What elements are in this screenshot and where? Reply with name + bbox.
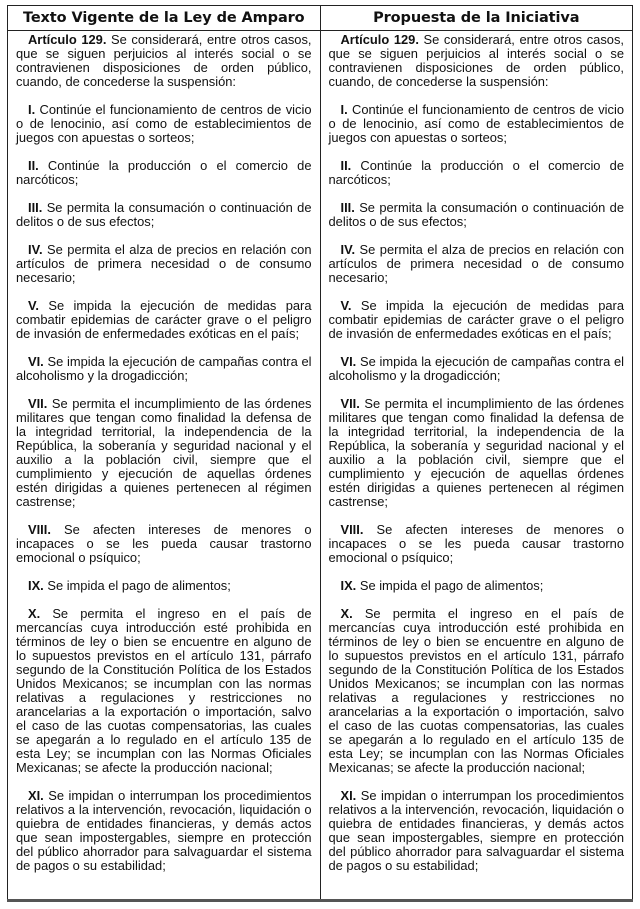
fraction-number: VI. — [28, 354, 44, 369]
article-intro-text: Se considerará, entre otros casos, que se siguen perjuicios al interés social o se contravienen disposiciones de orden público, cuando, de concederse la suspensión: — [328, 32, 624, 89]
fraction-list — [329, 103, 625, 873]
header-current-law: Texto Vigente de la Ley de Amparo — [8, 6, 321, 31]
fraction-paragraph — [329, 579, 625, 593]
fraction-paragraph — [329, 523, 625, 565]
fraction-number: X. — [28, 606, 41, 621]
fraction-number: II. — [28, 158, 39, 173]
fraction-paragraph — [16, 579, 312, 593]
fraction-number: V. — [340, 298, 352, 313]
fraction-text: Se permita el ingreso en el país de mercancías cuya introducción esté prohibida en términos de ley o bien se encuentre en alguno de lo supuestos previstos en el artículo 131, párrafo segundo de la Constitución Política de los Estados Unidos Mexicanos; se incumplan con las normas relativas a regulaciones y restricciones no arancelarias a la exportación o importación, salvo el caso de las cuotas compensatorias, las cuales se apegarán a lo regulado en el artículo 135 de esta Ley; se incumplan con las Normas Oficiales Mexicanas; se afecte la producción nacional; — [328, 606, 624, 775]
header-proposal: Propuesta de la Iniciativa — [320, 6, 633, 31]
header-row — [8, 6, 633, 31]
fraction-text: Se permita el alza de precios en relación con artículos de primera necesidad o de consumo necesario; — [16, 242, 312, 285]
fraction-paragraph — [329, 607, 625, 775]
fraction-text: Se permita el ingreso en el país de mercancías cuya introducción esté prohibida en términos de ley o bien se encuentre en alguno de lo supuestos previstos en el artículo 131, párrafo segundo de la Constitución Política de los Estados Unidos Mexicanos; se incumplan con las normas relativas a regulaciones y restricciones no arancelarias a la exportación o importación, salvo el caso de las cuotas compensatorias, las cuales se apegarán a lo regulado en el artículo 135 de esta Ley; se incumplan con las Normas Oficiales Mexicanas; se afecte la producción nacional; — [16, 606, 312, 775]
fraction-number: I. — [28, 102, 36, 117]
column-proposal — [320, 31, 633, 901]
document-page — [7, 5, 633, 902]
fraction-number: I. — [340, 102, 348, 117]
article-label: Artículo 129. — [340, 32, 419, 47]
fraction-list — [16, 103, 312, 873]
fraction-paragraph — [329, 103, 625, 145]
fraction-text: Se impida la ejecución de medidas para combatir epidemias de carácter grave o el peligro de invasión de enfermedades exóticas en el país; — [16, 298, 312, 341]
fraction-text: Se permita el incumplimiento de las órdenes militares que tengan como finalidad la defensa de la integridad territorial, la independencia de la República, la soberanía y seguridad nacional y el auxilio a la población civil, siempre que el cumplimiento y ejecución de aquellas órdenes estén dirigidas a quienes pertenecen al régimen castrense; — [328, 396, 624, 509]
fraction-number: II. — [340, 158, 352, 173]
fraction-number: XI. — [340, 788, 357, 803]
fraction-text: Se impida el pago de alimentos; — [356, 578, 544, 593]
article-intro — [16, 33, 312, 89]
fraction-number: III. — [28, 200, 43, 215]
article-intro — [329, 33, 625, 89]
fraction-text: Se permita la consumación o continuación de delitos o de sus efectos; — [328, 200, 624, 229]
fraction-number: III. — [340, 200, 355, 215]
fraction-text: Se impidan o interrumpan los procedimientos relativos a la intervención, revocación, liquidación o quiebra de entidades financieras, y demás actos que sean impostergables, siempre en protección del público ahorrador para salvaguardar el sistema de pagos o su estabilidad; — [328, 788, 624, 873]
column-current-law — [8, 31, 321, 901]
fraction-number: VI. — [340, 354, 357, 369]
fraction-text: Se impida la ejecución de campañas contra el alcoholismo y la drogadicción; — [16, 354, 312, 383]
fraction-paragraph — [16, 397, 312, 509]
fraction-number: IV. — [28, 242, 43, 257]
fraction-number: VIII. — [28, 522, 51, 537]
fraction-paragraph — [329, 789, 625, 873]
fraction-paragraph — [16, 607, 312, 775]
fraction-paragraph — [16, 355, 312, 383]
fraction-paragraph — [329, 397, 625, 509]
article-label: Artículo 129. — [28, 32, 107, 47]
fraction-paragraph — [329, 159, 625, 187]
fraction-paragraph — [329, 243, 625, 285]
fraction-text: Se permita la consumación o continuación de delitos o de sus efectos; — [16, 200, 312, 229]
fraction-text: Se afecten intereses de menores o incapaces o se les pueda causar trastorno emocional o psíquico; — [328, 522, 624, 565]
fraction-text: Se impida el pago de alimentos; — [43, 578, 231, 593]
fraction-paragraph — [16, 103, 312, 145]
fraction-paragraph — [16, 523, 312, 565]
fraction-paragraph — [16, 243, 312, 285]
fraction-paragraph — [329, 299, 625, 341]
fraction-number: IX. — [340, 578, 357, 593]
fraction-number: V. — [28, 298, 39, 313]
fraction-text: Continúe la producción o el comercio de narcóticos; — [16, 158, 312, 187]
fraction-number: VII. — [340, 396, 360, 411]
fraction-paragraph — [16, 201, 312, 229]
fraction-text: Continúe el funcionamiento de centros de vicio o de lenocinio, así como de establecimientos de juegos con apuestas o sorteos; — [328, 102, 624, 145]
fraction-text: Continúe el funcionamiento de centros de vicio o de lenocinio, así como de establecimientos de juegos con apuestas o sorteos; — [16, 102, 312, 145]
article-intro-text: Se considerará, entre otros casos, que se siguen perjuicios al interés social o se contravienen disposiciones de orden público, cuando, de concederse la suspensión: — [16, 32, 312, 89]
fraction-text: Se afecten intereses de menores o incapaces o se les pueda causar trastorno emocional o psíquico; — [16, 522, 312, 565]
comparison-table — [7, 5, 633, 902]
fraction-text: Se permita el incumplimiento de las órdenes militares que tengan como finalidad la defensa de la integridad territorial, la independencia de la República, la soberanía y seguridad nacional y el auxilio a la población civil, siempre que el cumplimiento y ejecución de aquellas órdenes estén dirigidas a quienes pertenecen al régimen castrense; — [16, 396, 312, 509]
fraction-text: Se impida la ejecución de medidas para combatir epidemias de carácter grave o el peligro de invasión de enfermedades exóticas en el país; — [328, 298, 624, 341]
fraction-paragraph — [16, 299, 312, 341]
fraction-number: VII. — [28, 396, 48, 411]
fraction-number: X. — [340, 606, 353, 621]
fraction-paragraph — [16, 159, 312, 187]
fraction-number: VIII. — [340, 522, 364, 537]
fraction-number: XI. — [28, 788, 44, 803]
fraction-number: IX. — [28, 578, 44, 593]
fraction-number: IV. — [340, 242, 356, 257]
fraction-text: Se impida la ejecución de campañas contra el alcoholismo y la drogadicción; — [328, 354, 624, 383]
fraction-paragraph — [16, 789, 312, 873]
fraction-paragraph — [329, 355, 625, 383]
fraction-text: Continúe la producción o el comercio de narcóticos; — [328, 158, 624, 187]
fraction-text: Se permita el alza de precios en relación con artículos de primera necesidad o de consumo necesario; — [328, 242, 624, 285]
fraction-text: Se impidan o interrumpan los procedimientos relativos a la intervención, revocación, liquidación o quiebra de entidades financieras, y demás actos que sean impostergables, siempre en protección del público ahorrador para salvaguardar el sistema de pagos o su estabilidad; — [16, 788, 312, 873]
body-row — [8, 31, 633, 901]
fraction-paragraph — [329, 201, 625, 229]
